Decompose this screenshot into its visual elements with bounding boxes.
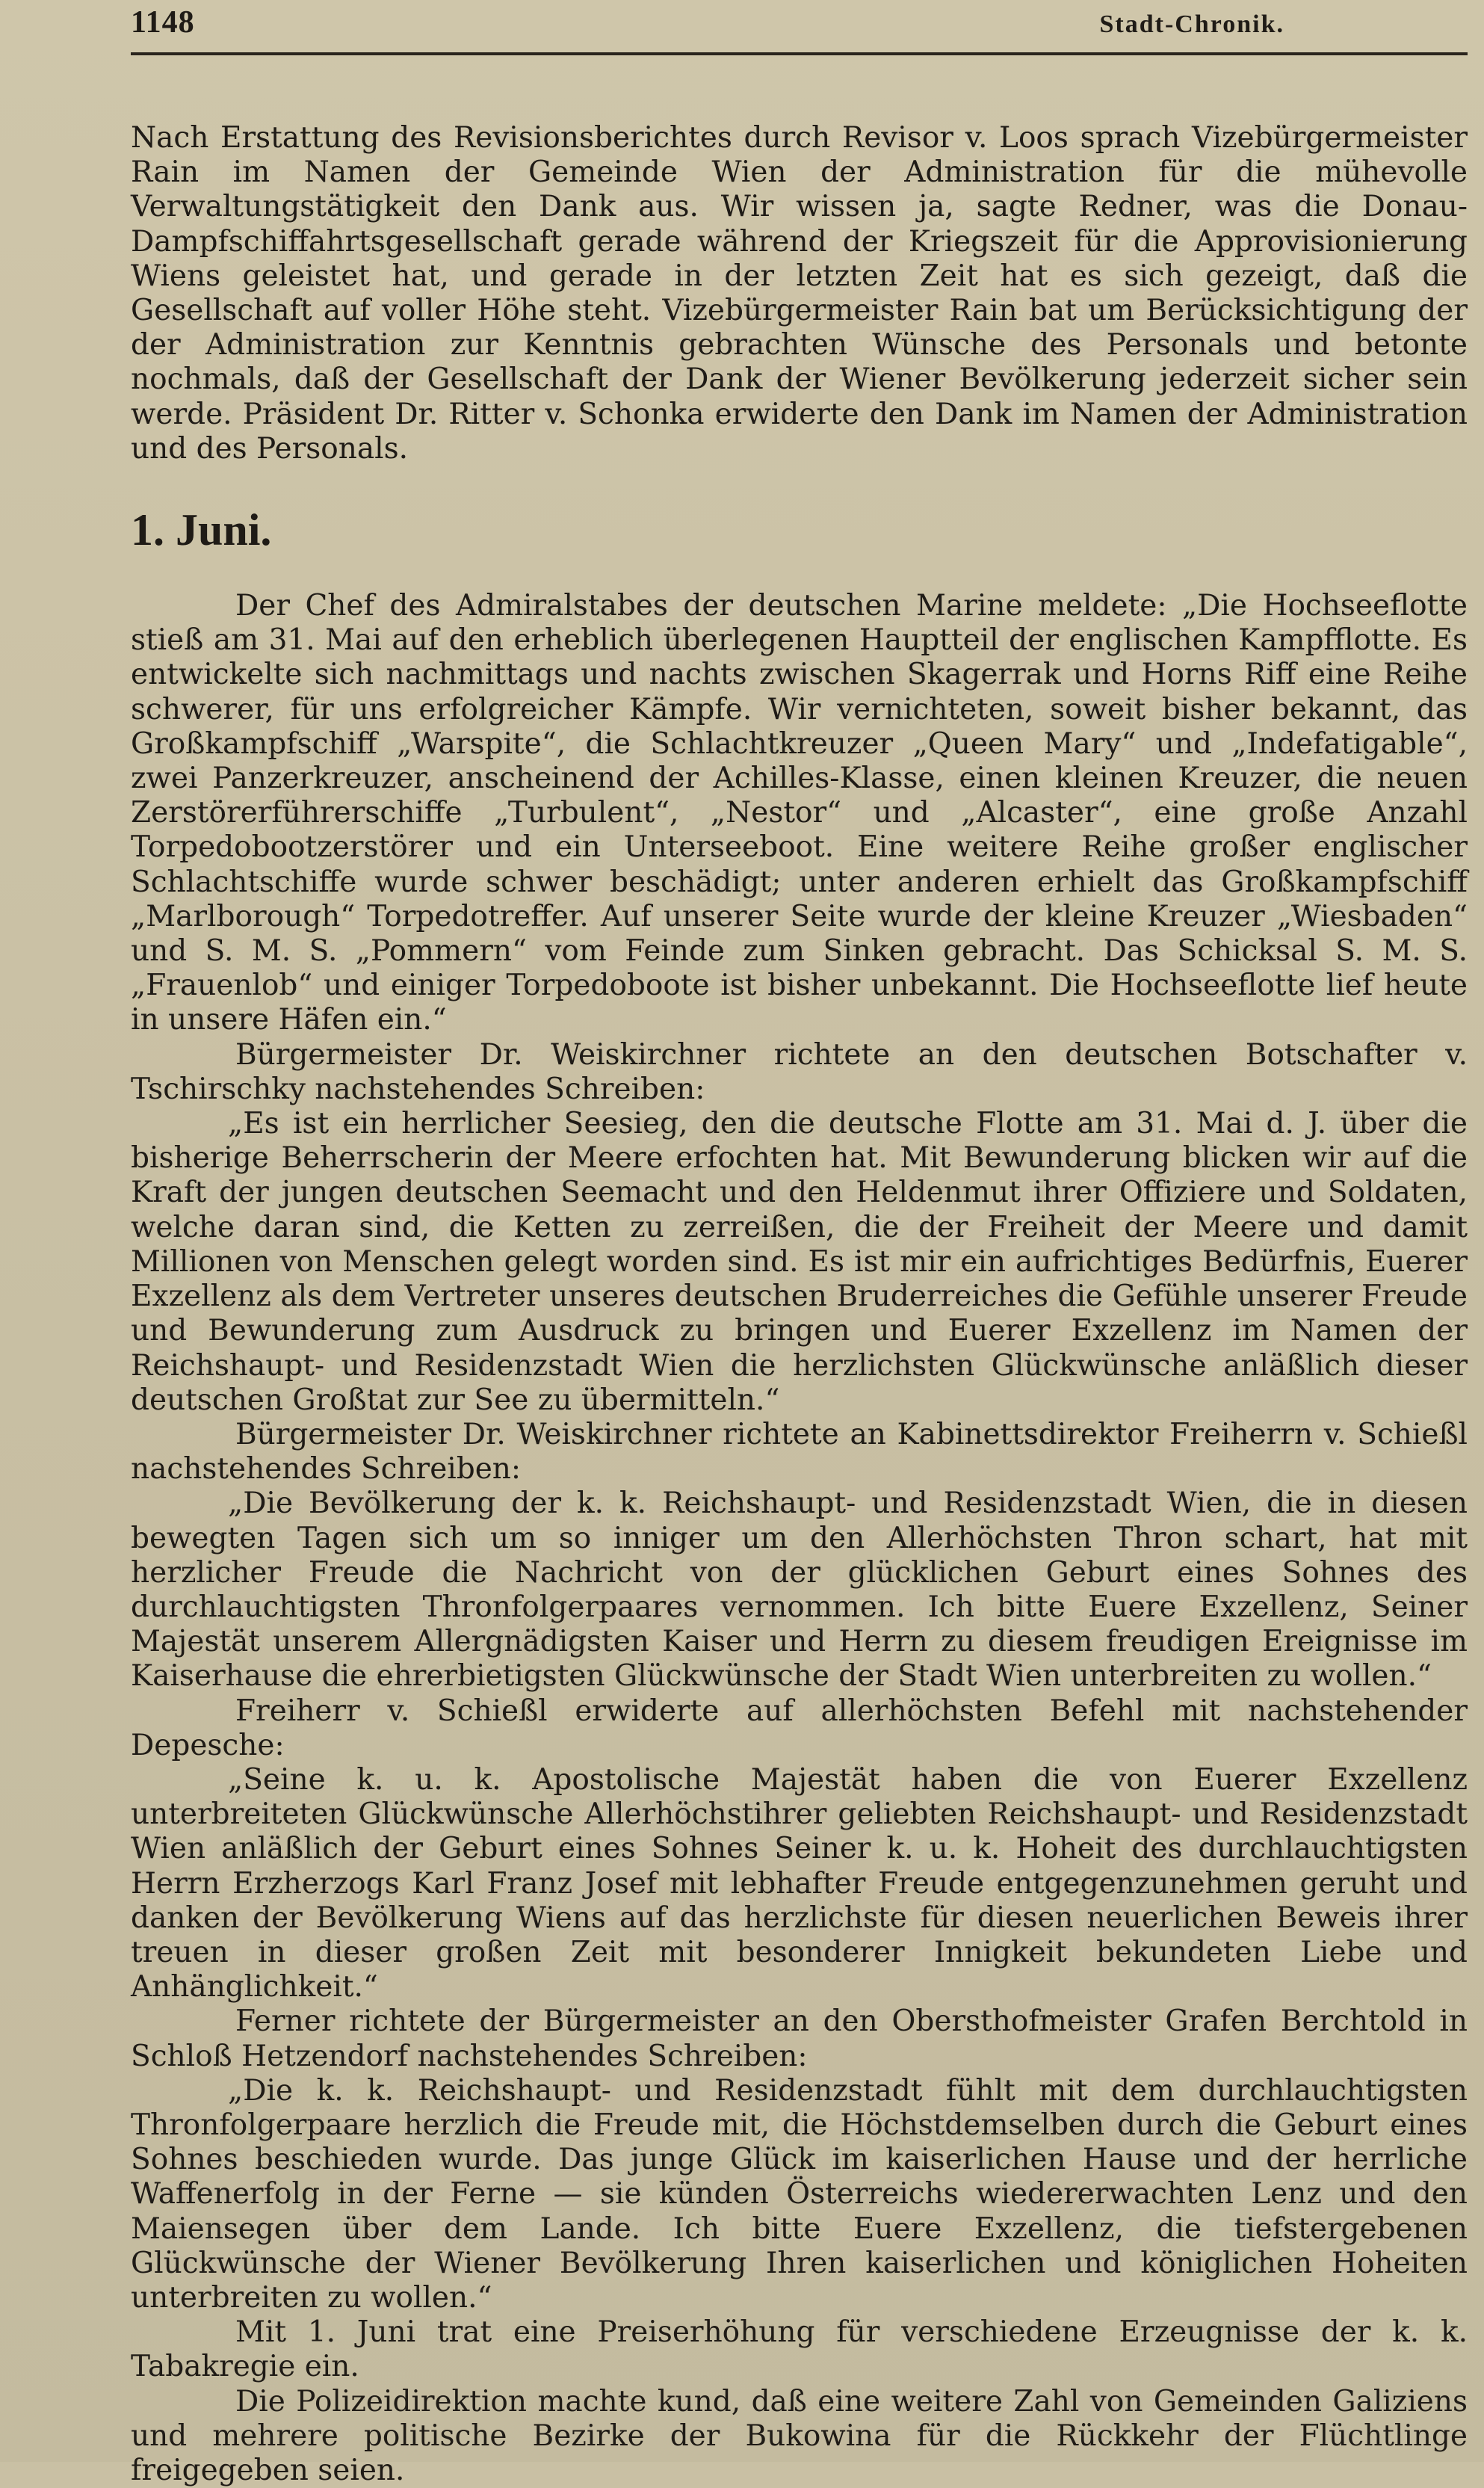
- paragraph-letter-intro-tschirschky: Bürgermeister Dr. Weiskirchner richtete an den deutschen Botschafter v. Tschirschky nachstehendes Schreiben:: [131, 1037, 1468, 1106]
- paragraph-police-announcement: Die Polizeidirektion machte kund, daß eine weitere Zahl von Gemeinden Galiziens und mehrere politische Bezirke der Bukowina für die Rückkehr der Flüchtlinge freigegeben seien.: [131, 2384, 1468, 2487]
- quote-letter-berchtold: „Die k. k. Reichshaupt- und Residenzstadt fühlt mit dem durchlauchtigsten Thronfolgerpaare herzlich die Freude mit, die Höchstdemselben durch die Geburt eines Sohnes beschieden wurde. Das junge Glück im kaiserlichen Hause und der herrliche Waffenerfolg in der Ferne — sie künden Österreichs wiedererwachten Lenz und den Maiensegen über dem Lande. Ich bitte Euere Exzellenz, die tiefstergebenen Glückwünsche der Wiener Bevölkerung Ihren kaiserlichen und königlichen Hoheiten unterbreiten zu wollen.“: [131, 2073, 1468, 2315]
- quote-reply-depesche: „Seine k. u. k. Apostolische Majestät haben die von Euerer Exzellenz unterbreiteten Glückwünsche Allerhöchstihrer geliebten Reichshaupt- und Residenzstadt Wien anläßlich der Geburt eines Sohnes Seiner k. u. k. Hoheit des durchlauchtigsten Herrn Erzherzogs Karl Franz Josef mit lebhafter Freude entgegenzunehmen geruht und danken der Bevölkerung Wiens auf das herzlichste für diesen neuerlichen Beweis ihrer treuen in dieser großen Zeit mit besonderer Innigkeit bekundeten Liebe und Anhänglichkeit.“: [131, 1762, 1468, 2004]
- quote-letter-schiessl: „Die Bevölkerung der k. k. Reichshaupt- und Residenzstadt Wien, die in diesen bewegten Tagen sich um so inniger um den Allerhöchsten Thron schart, hat mit herzlicher Freude die Nachricht von der glücklichen Geburt eines Sohnes des durchlauchtigsten Thronfolgerpaares vernommen. Ich bitte Euere Exzellenz, Seiner Majestät unserem Allergnädigsten Kaiser und Herrn zu diesem freudigen Ereignisse im Kaiserhause die ehrerbietigsten Glückwünsche der Stadt Wien unterbreiten zu wollen.“: [131, 1487, 1468, 1694]
- paragraph-admiralty-report: Der Chef des Admiralstabes der deutschen Marine meldete: „Die Hochseeflotte stieß am 31. Mai auf den erheblich überlegenen Hauptteil der englischen Kampfflotte. Es entwickelte sich nachmittags und nachts zwischen Skagerrak und Horns Riff eine Reihe schwerer, für uns erfolgreicher Kämpfe. Wir vernichteten, soweit bisher bekannt, das Großkampfschiff „Warspite“, die Schlachtkreuzer „Queen Mary“ und „Indefatigable“, zwei Panzerkreuzer, anscheinend der Achilles-Klasse, einen kleinen Kreuzer, die neuen Zerstörerführerschiffe „Turbulent“, „Nestor“ und „Alcaster“, eine große Anzahl Torpedobootzerstörer und ein Unterseeboot. Eine weitere Reihe großer englischer Schlachtschiffe wurde schwer beschädigt; unter anderen erhielt das Großkampfschiff „Marlborough“ Torpedotreffer. Auf unserer Seite wurde der kleine Kreuzer „Wiesbaden“ und S. M. S. „Pommern“ vom Feinde zum Sinken gebracht. Das Schicksal S. M. S. „Frauenlob“ und einiger Torpedoboote ist bisher unbekannt. Die Hochseeflotte lief heute in unsere Häfen ein.“: [131, 589, 1468, 1037]
- paragraph-reply-intro: Freiherr v. Schießl erwiderte auf allerhöchsten Befehl mit nachstehender Depesche:: [131, 1694, 1468, 1762]
- article-body: [131, 121, 1468, 2488]
- paragraph-price-increase: Mit 1. Juni trat eine Preiserhöhung für verschiedene Erzeugnisse der k. k. Tabakregie ein.: [131, 2315, 1468, 2384]
- section-heading-date: 1. Juni.: [131, 505, 272, 555]
- page-header: [131, 0, 1468, 55]
- page-number: 1148: [131, 5, 195, 40]
- running-head: Stadt-Chronik.: [1099, 10, 1284, 38]
- paragraph-letter-intro-berchtold: Ferner richtete der Bürgermeister an den Obersthofmeister Grafen Berchtold in Schloß Hetzendorf nachstehendes Schreiben:: [131, 2004, 1468, 2073]
- paragraph-revision-report: Nach Erstattung des Revisionsberichtes durch Revisor v. Loos sprach Vizebürgermeister Rain im Namen der Gemeinde Wien der Administration für die mühevolle Verwaltungstätigkeit den Dank aus. Wir wissen ja, sagte Redner, was die Donau-Dampfschiffahrtsgesellschaft gerade während der Kriegszeit für die Approvisionierung Wiens geleistet hat, und gerade in der letzten Zeit hat es sich gezeigt, daß die Gesellschaft auf voller Höhe steht. Vizebürgermeister Rain bat um Berücksichtigung der der Administration zur Kenntnis gebrachten Wünsche des Personals und betonte nochmals, daß der Gesellschaft der Dank der Wiener Bevölkerung jederzeit sicher sein werde. Präsident Dr. Ritter v. Schonka erwiderte den Dank im Namen der Administration und des Personals.: [131, 121, 1468, 466]
- quote-letter-tschirschky: „Es ist ein herrlicher Seesieg, den die deutsche Flotte am 31. Mai d. J. über die bisherige Beherrscherin der Meere erfochten hat. Mit Bewunderung blicken wir auf die Kraft der jungen deutschen Seemacht und den Heldenmut ihrer Offiziere und Soldaten, welche daran sind, die Ketten zu zerreißen, die der Freiheit der Meere und damit Millionen von Menschen gelegt worden sind. Es ist mir ein aufrichtiges Bedürfnis, Euerer Exzellenz als dem Vertreter unseres deutschen Bruderreiches die Gefühle unserer Freude und Bewunderung zum Ausdruck zu bringen und Euerer Exzellenz im Namen der Reichshaupt- und Residenzstadt Wien die herzlichsten Glückwünsche anläßlich dieser deutschen Großtat zur See zu übermitteln.“: [131, 1107, 1468, 1417]
- paragraph-letter-intro-schiessl: Bürgermeister Dr. Weiskirchner richtete an Kabinettsdirektor Freiherrn v. Schießl nachstehendes Schreiben:: [131, 1417, 1468, 1487]
